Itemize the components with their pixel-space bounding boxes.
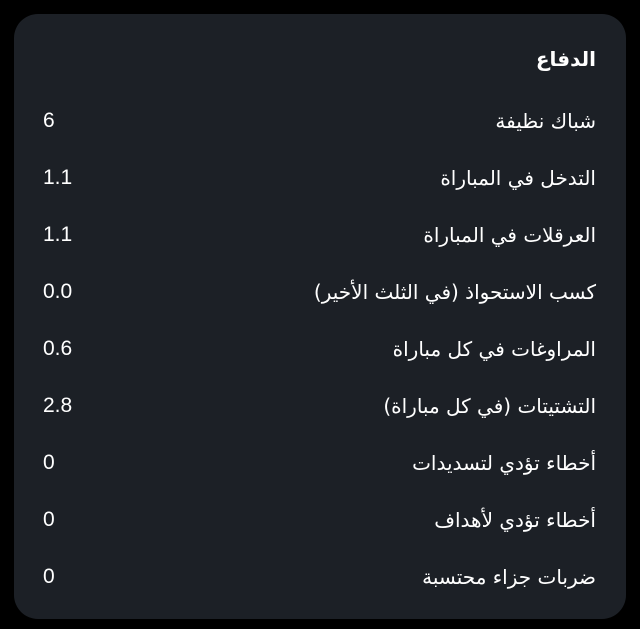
stat-label: المراوغات في كل مباراة [392,337,596,361]
stat-label: أخطاء تؤدي لأهداف [434,508,596,532]
stat-value: 1.1 [43,223,73,246]
defense-stats-card [14,14,626,619]
stat-value: 0 [43,451,55,474]
stat-label: أخطاء تؤدي لتسديدات [412,451,596,475]
stat-row-tackles [14,220,626,277]
stat-label: التدخل في المباراة [440,166,596,190]
stat-row-penalties-conceded [14,562,626,619]
stat-row-clearances [14,391,626,448]
stat-value: 6 [43,109,55,132]
stat-value: 1.1 [43,166,73,189]
stat-row-dribbled-past [14,334,626,391]
stat-label: التشتيتات (في كل مباراة) [383,394,596,418]
stat-row-clean-sheets [14,106,626,163]
stat-value: 0 [43,565,55,588]
stat-value: 0 [43,508,55,531]
stats-list [14,106,626,619]
stat-value: 2.8 [43,394,73,417]
stat-row-interceptions [14,163,626,220]
section-title: الدفاع [535,47,596,71]
stat-label: شباك نظيفة [495,109,596,133]
stat-value: 0.6 [43,337,73,360]
stat-value: 0.0 [43,280,73,303]
stat-row-errors-leading-to-goals [14,505,626,562]
stat-label: كسب الاستحواذ (في الثلث الأخير) [313,280,596,304]
stat-row-errors-leading-to-shots [14,448,626,505]
stat-row-possession-won-final-third [14,277,626,334]
stat-label: ضربات جزاء محتسبة [422,565,596,589]
stat-label: العرقلات في المباراة [423,223,596,247]
